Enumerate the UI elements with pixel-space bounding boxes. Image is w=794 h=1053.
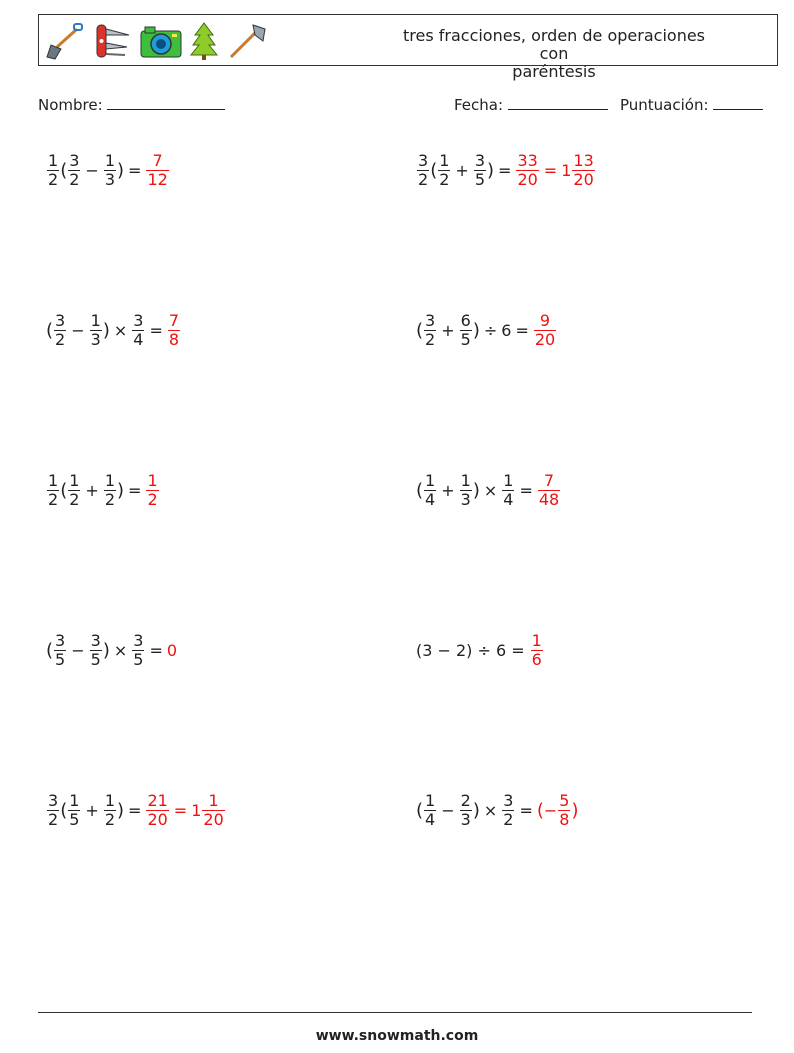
pine-tree-icon [189,21,219,61]
fraction: $\frac{1}{2}$ [69,470,80,509]
fraction: $\frac{6}{5}$ [460,310,471,349]
fraction: $\frac{1}{3}$ [460,470,471,509]
answer-whole: 1 [191,800,202,820]
answer-fraction: $\frac{1}{2}$ [147,470,158,509]
fraction: $\frac{3}{2}$ [69,150,80,189]
answer-fraction: $\frac{1}{6}$ [531,630,542,669]
problem-5: $\frac{1}{2}$ ( $\frac{1}{2}$ + $\frac{1}{2}$ ) = $\frac{1}{2}$ [48,470,158,509]
problem-7: ( $\frac{3}{5}$ − $\frac{3}{5}$ ) × $\frac{3}{5}$ = 0 [46,630,178,669]
problem-10: ( $\frac{1}{4}$ − $\frac{2}{3}$ ) × $\frac{3}{2}$ = ( − $\frac{5}{8}$ ) [416,790,579,829]
fraction: $\frac{3}{2}$ [425,310,436,349]
footer-url[interactable]: www.snowmath.com [315,1028,479,1044]
worksheet-title [399,27,709,81]
fraction: $\frac{1}{2}$ [104,470,115,509]
score-field[interactable] [620,95,763,114]
score-label: Puntuación: [620,96,709,114]
problem-8 [416,620,544,680]
answer-fraction: $\frac{9}{20}$ [534,310,556,349]
name-blank[interactable] [107,95,225,110]
camera-icon [139,21,183,61]
fraction: $\frac{1}{4}$ [425,790,436,829]
problem-2: $\frac{3}{2}$ ( $\frac{1}{2}$ + $\frac{3}{5}$ ) = $\frac{33}{20}$ = 1 $\frac{13}{20}$ [418,150,594,189]
fraction: $\frac{1}{3}$ [90,310,101,349]
date-blank[interactable] [508,95,608,110]
fraction: $\frac{1}{4}$ [425,470,436,509]
answer-mixed-fraction: $\frac{13}{20}$ [573,150,594,189]
fraction: $\frac{3}{5}$ [133,630,144,669]
fraction: $\frac{3}{2}$ [418,150,429,189]
axe-icon [225,21,269,61]
header-icons [43,20,269,62]
fraction: $\frac{1}{2}$ [48,150,59,189]
problem-1: $\frac{1}{2}$ ( $\frac{3}{2}$ − $\frac{1}{3}$ ) = $\frac{7}{12}$ [48,150,168,189]
title-line-1: tres fracciones, orden de operaciones con [402,26,706,63]
score-blank[interactable] [713,95,763,110]
fraction: $\frac{3}{4}$ [133,310,144,349]
fraction: $\frac{1}{2}$ [48,470,59,509]
answer-whole: 1 [561,160,572,180]
problem-3: ( $\frac{3}{2}$ − $\frac{1}{3}$ ) × $\frac{3}{4}$ = $\frac{7}{8}$ [46,310,180,349]
problem-9: $\frac{3}{2}$ ( $\frac{1}{5}$ + $\frac{1}{2}$ ) = $\frac{21}{20}$ = 1 $\frac{1}{20}$ [48,790,224,829]
answer-fraction: $\frac{5}{8}$ [559,790,570,829]
answer-fraction: $\frac{33}{20}$ [517,150,538,189]
date-label: Fecha: [454,96,504,114]
fraction: $\frac{3}{2}$ [48,790,59,829]
fraction: $\frac{3}{2}$ [503,790,514,829]
footer-divider [38,1012,752,1013]
problem-4: ( $\frac{3}{2}$ + $\frac{6}{5}$ ) ÷ 6 = $\frac{9}{20}$ [416,310,556,349]
problem-6: ( $\frac{1}{4}$ + $\frac{1}{3}$ ) × $\frac{1}{4}$ = $\frac{7}{48}$ [416,470,560,509]
expression: (3 − 2) ÷ 6 = [416,640,525,660]
fraction: $\frac{1}{5}$ [69,790,80,829]
pocket-knife-icon [93,21,133,61]
fraction: $\frac{3}{5}$ [90,630,101,669]
answer-fraction: $\frac{21}{20}$ [147,790,168,829]
fraction: $\frac{1}{2}$ [104,790,115,829]
shovel-icon [43,21,87,61]
name-field[interactable] [38,95,225,114]
fraction: $\frac{1}{4}$ [503,470,514,509]
fraction: $\frac{1}{2}$ [439,150,450,189]
answer-fraction: $\frac{7}{8}$ [168,310,180,349]
fraction: $\frac{1}{3}$ [104,150,115,189]
date-field[interactable] [454,95,608,114]
answer-value: 0 [166,640,178,660]
name-label: Nombre: [38,96,103,114]
answer-fraction: $\frac{7}{48}$ [538,470,560,509]
fraction: $\frac{3}{5}$ [474,150,485,189]
answer-mixed-fraction: $\frac{1}{20}$ [203,790,224,829]
fraction: $\frac{2}{3}$ [460,790,471,829]
fraction: $\frac{3}{5}$ [55,630,66,669]
fraction: $\frac{3}{2}$ [55,310,66,349]
title-line-2: paréntesis [512,62,596,81]
answer-fraction: $\frac{7}{12}$ [147,150,168,189]
header-box [38,14,778,81]
